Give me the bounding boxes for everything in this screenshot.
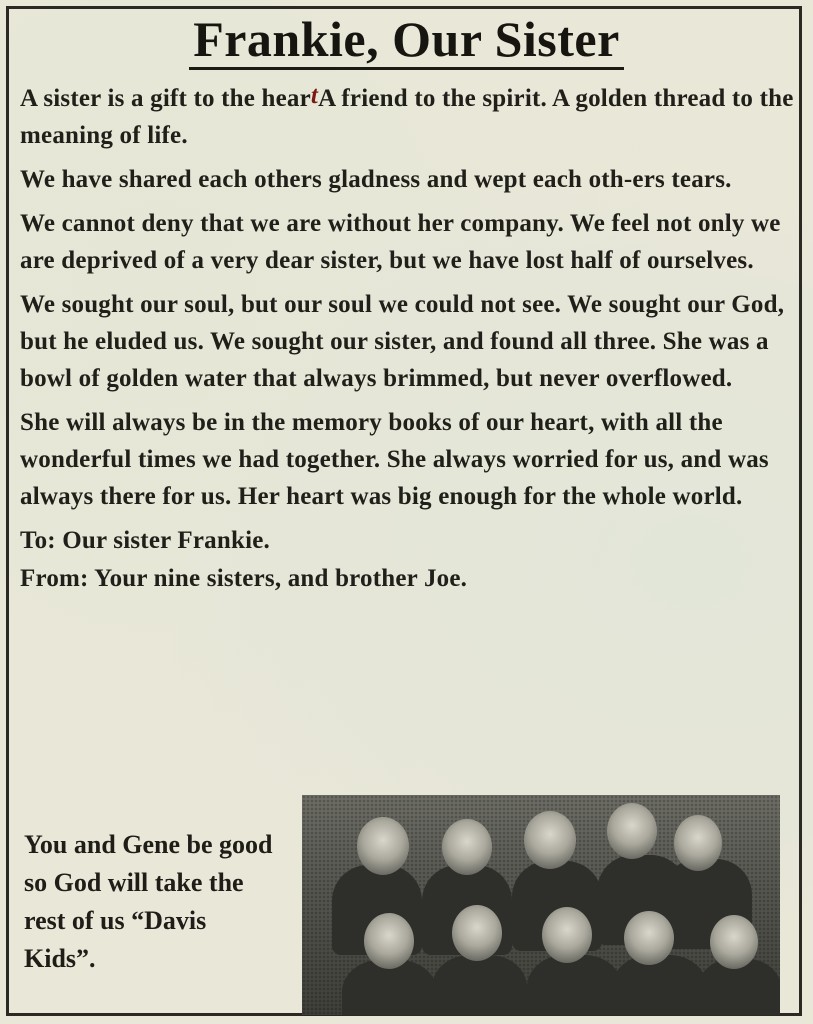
paragraph-3: We cannot deny that we are without her company. We feel not only we are deprived of a very dear sister, but we have lost half of ourselves. [20,210,781,274]
closing-note: You and Gene be good so God will take the rest of us “Davis Kids”. [24,830,273,973]
article-title [0,8,813,70]
article-title-text: Frankie, Our Sister [189,11,624,70]
from-line: From: Your nine sisters, and brother Joe. [20,565,468,592]
paragraph-1-end: A friend to the spirit. A golden thread to the meaning of life. [20,85,794,149]
to-line: To: Our sister Frankie. [20,527,270,554]
paragraph-4: We sought our soul, but our soul we could not see. We sought our God, but he eluded us. We sought our sister, and found all three. She was a bowl of golden water that always brimmed, but never overflowed. [20,291,785,392]
paragraph-5: She will always be in the memory books of our heart, with all the wonderful times we had together. She always worried for us, and was always there for us. Her heart was big enough for the whole world. [20,409,769,510]
paragraph-2: We have shared each others gladness and wept each oth-ers tears. [20,166,732,193]
paragraph-1 [20,80,795,154]
family-group-photo [302,795,780,1015]
handwritten-correction: t [310,82,319,109]
article-body [20,80,795,598]
paragraph-1-start: A sister is a gift to the hear [20,85,311,112]
